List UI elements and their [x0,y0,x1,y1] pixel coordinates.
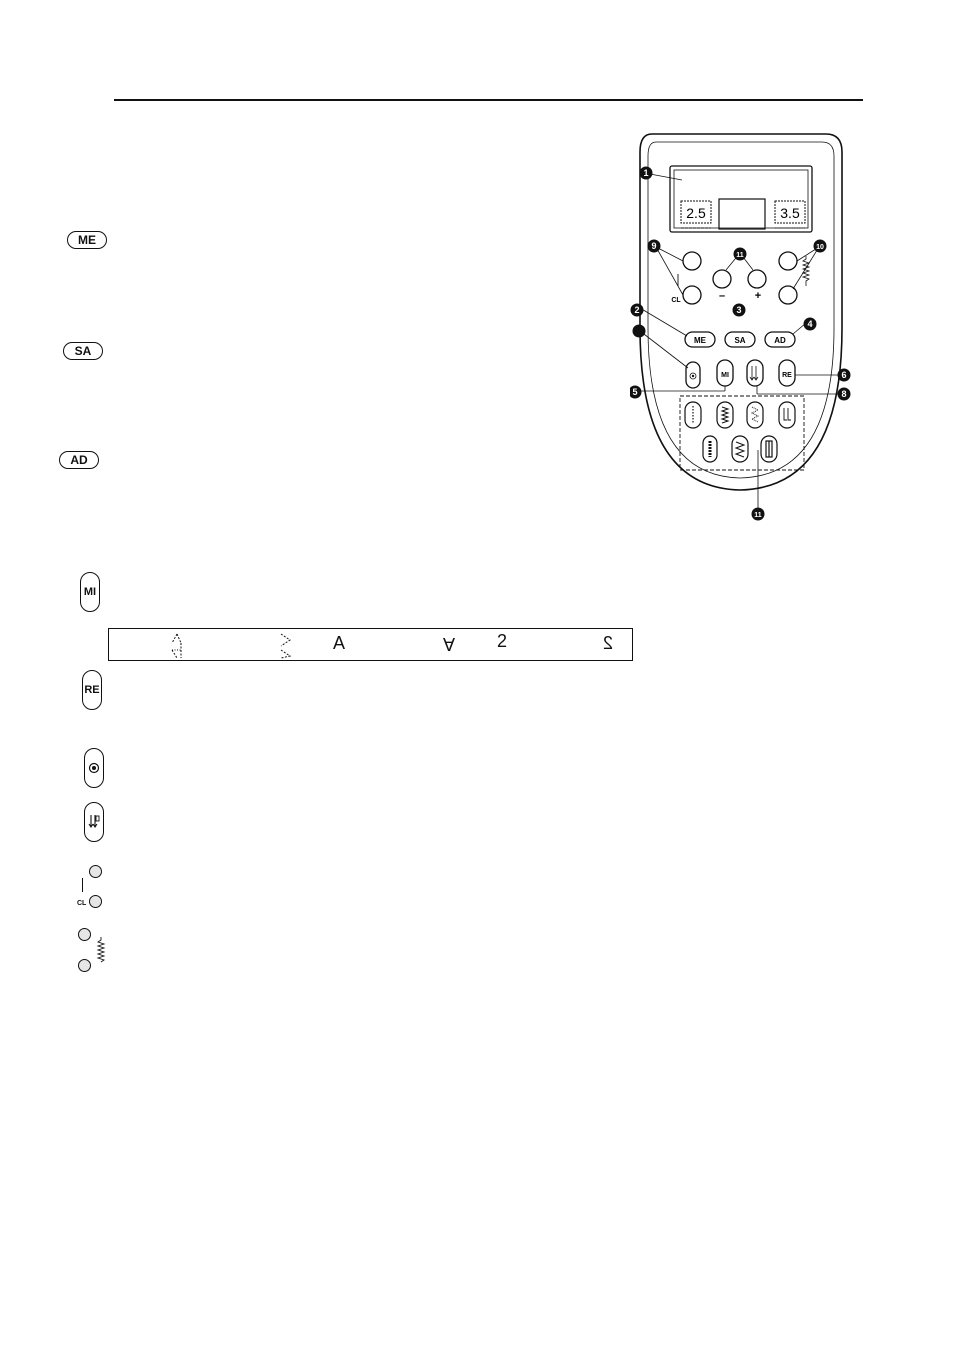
callout-11-bottom: 11 [754,512,762,519]
callout-3: 3 [736,305,742,315]
stitch-width-up-icon [78,928,91,941]
callout-9: 9 [651,241,657,251]
minus-label: – [718,290,726,302]
width-up-button [779,252,797,270]
callout-11-top: 11 [736,252,744,259]
target-icon [88,762,100,774]
re-label: RE [84,684,100,696]
callout-5: 5 [632,387,638,397]
display-right-value: 3.5 [780,205,800,221]
sa-label: SA [74,344,92,358]
needle-position-button-icon [84,748,104,788]
callout-10: 10 [816,244,824,251]
length-line-icon [82,878,83,892]
control-panel-diagram [630,128,852,528]
minus-button [713,270,731,288]
width-down-button [779,286,797,304]
display-left-value: 2.5 [686,205,706,221]
stitch-buttons-row-2 [703,436,777,462]
stitch-pattern-mirrored-icon [279,632,293,660]
me-button-icon [67,231,107,249]
digit-2: 2 [497,631,508,651]
panel-mi-label: MI [721,372,729,379]
callout-1: 1 [643,168,649,178]
callout-unnumbered [633,325,646,338]
panel-cl-label: CL [671,297,681,304]
mirror-image-strip [108,628,633,661]
header-rule [114,99,863,101]
plus-button [748,270,766,288]
needle-stop-button-icon [84,802,104,842]
cl-label: CL [77,900,87,907]
panel-sa-label: SA [734,336,746,345]
panel-needle-stop-button [747,360,763,386]
stitch-length-up-icon [89,865,102,878]
panel-ad-label: AD [774,336,786,345]
callout-4: 4 [807,319,813,329]
callout-8: 8 [841,389,847,399]
panel-re-label: RE [782,372,792,379]
letter-a: A [333,633,346,653]
zigzag-icon [96,936,106,964]
plus-label: + [754,290,762,302]
mi-button-icon [80,572,100,612]
length-up-button [683,252,701,270]
stitch-pattern-icon [169,632,185,660]
mi-label: MI [83,586,97,598]
needle-arrows-icon [88,813,100,831]
me-label: ME [78,233,96,247]
callout-2: 2 [634,305,640,315]
callout-6: 6 [841,370,847,380]
digit-2-mirrored: 2 [603,633,614,653]
length-down-button [683,286,701,304]
ad-label: AD [70,453,88,467]
sa-button-icon [63,342,103,360]
stitch-width-down-icon [78,959,91,972]
panel-me-label: ME [694,336,706,345]
re-button-icon [82,670,102,710]
letter-a-flipped: A [443,634,456,654]
stitch-length-down-icon [89,895,102,908]
ad-button-icon [59,451,99,469]
